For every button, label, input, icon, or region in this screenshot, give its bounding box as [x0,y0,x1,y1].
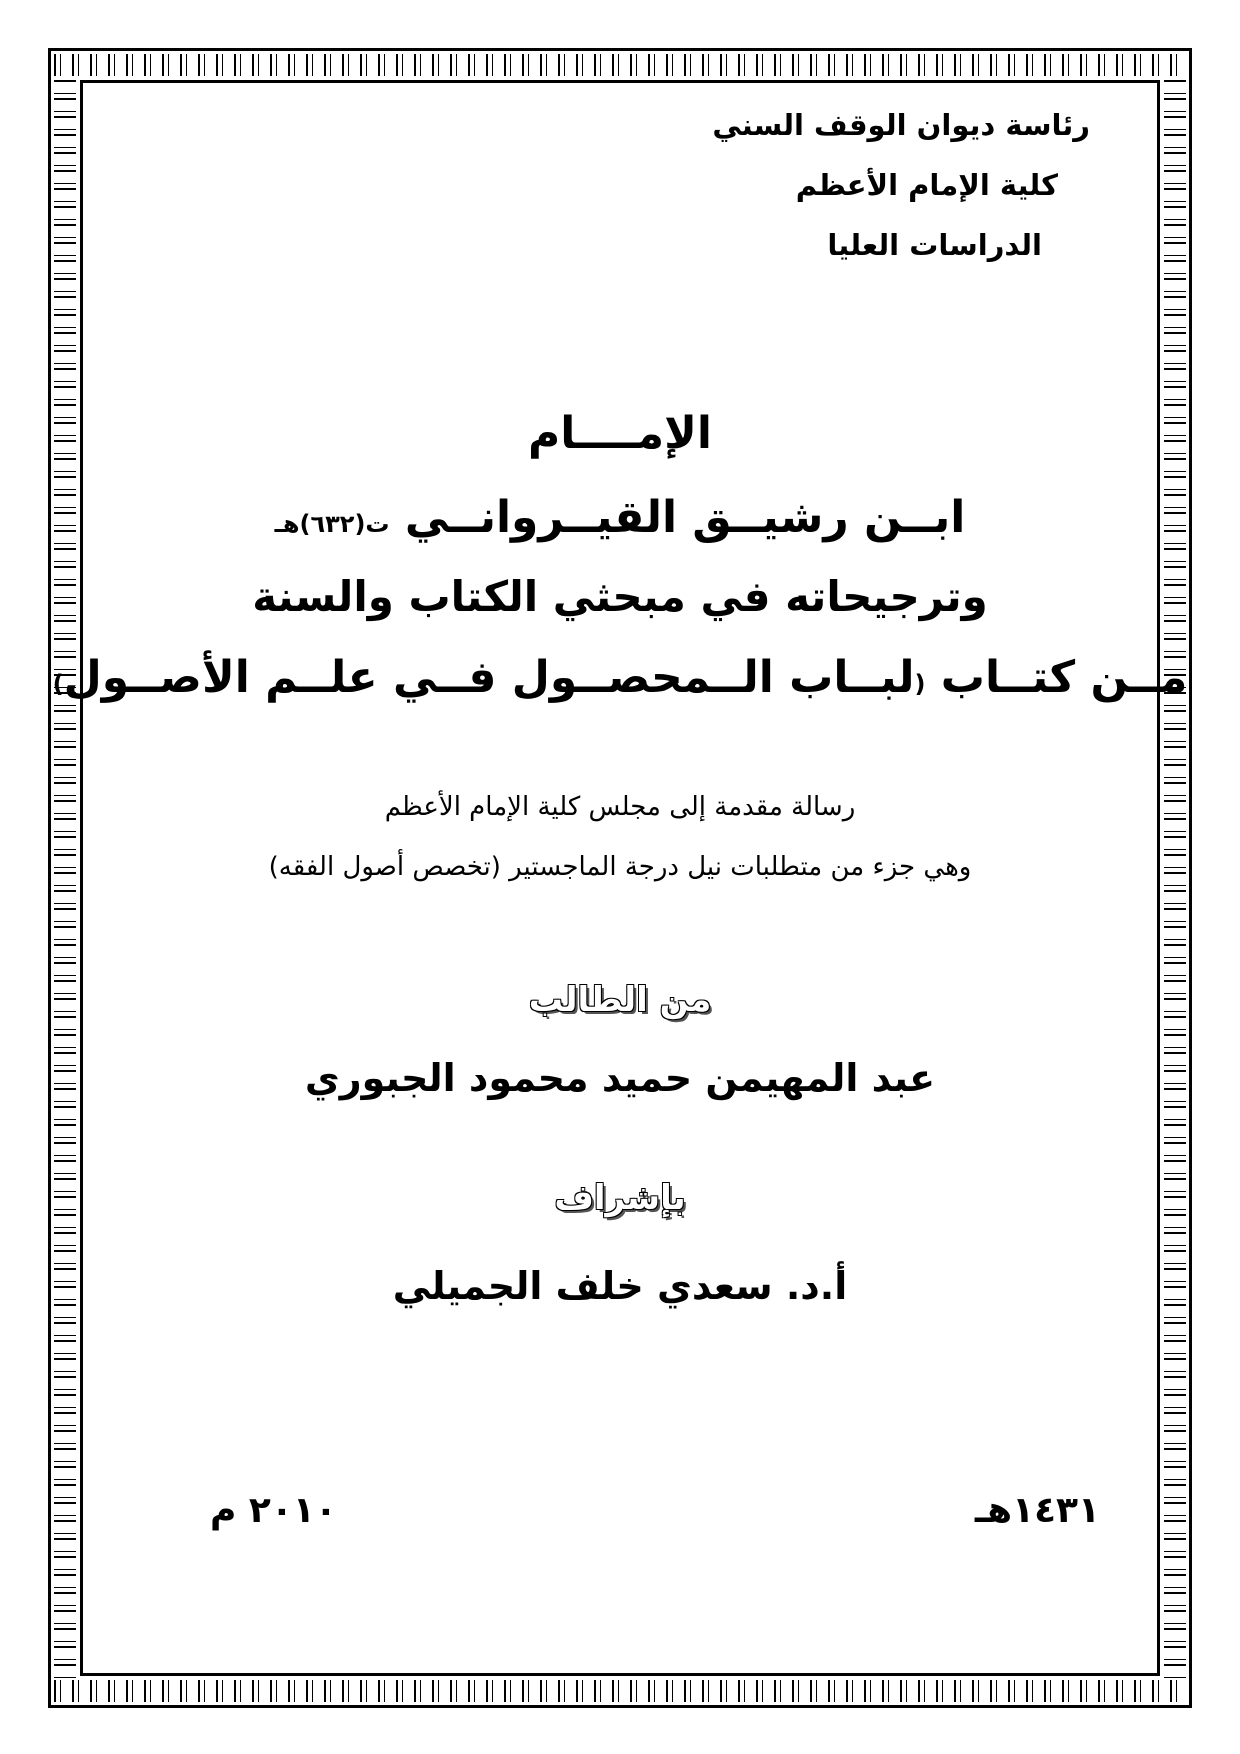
title-imam: الإمــــام [527,408,712,459]
student-label: من الطالب [528,980,712,1020]
title-name-line [0,492,1240,543]
header-line-diwan: رئاسة ديوان الوقف السني [712,108,1090,142]
title-book-prefix: مــن كتــاب [940,652,1188,703]
supervision-label: بإشراف [554,1178,686,1218]
title-book-name: لبــاب الــمحصــول فــي علــم الأصــول [63,652,915,703]
title-name: ابــن رشيــق القيــروانــي [404,492,966,543]
title-death-date: ت(٦٣٢)هـ [274,510,390,538]
header-line-graduate-studies: الدراسات العليا [827,228,1042,262]
header-line-college: كلية الإمام الأعظم [795,168,1058,202]
title-book-paren-close: ) [52,670,64,698]
gregorian-date: ٢٠١٠ م [210,1490,337,1531]
title-book-paren-open: ( [914,670,926,698]
student-name: عبد المهيمن حميد محمود الجبوري [304,1056,936,1100]
submission-line-1: رسالة مقدمة إلى مجلس كلية الإمام الأعظم [384,792,856,822]
title-subject: وترجيحاته في مبحثي الكتاب والسنة [252,572,988,621]
supervisor-name: أ.د. سعدي خلف الجميلي [392,1264,848,1308]
title-book-line [0,652,1240,703]
submission-line-2: وهي جزء من متطلبات نيل درجة الماجستير (تخصص أصول الفقه) [268,852,972,882]
hijri-date: ١٤٣١هـ [974,1490,1100,1531]
